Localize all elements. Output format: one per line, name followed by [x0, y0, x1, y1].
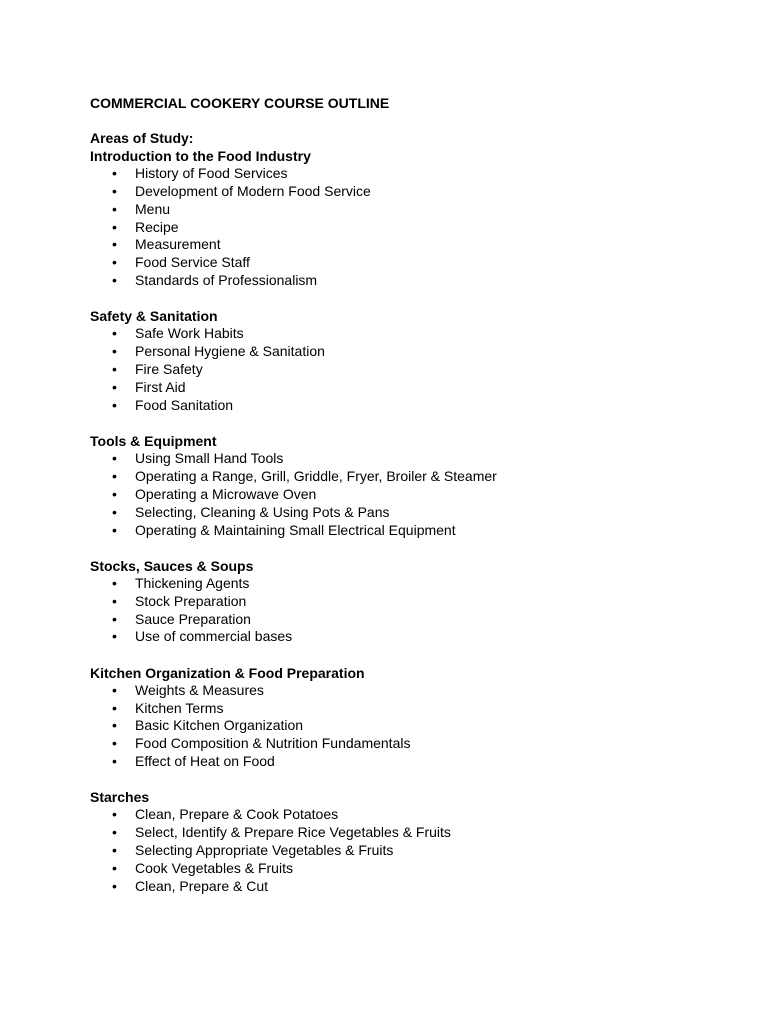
list-item-text: Weights & Measures — [135, 681, 264, 698]
bullet-icon: • — [112, 503, 117, 520]
bullet-icon: • — [112, 361, 117, 378]
bullet-icon: • — [112, 272, 117, 289]
list-item — [90, 522, 730, 540]
section-item-list — [90, 806, 730, 895]
list-item — [90, 806, 730, 824]
list-item-text: Using Small Hand Tools — [135, 450, 284, 467]
list-item — [90, 842, 730, 860]
bullet-icon: • — [112, 378, 117, 395]
list-item-text: Development of Modern Food Service — [135, 182, 371, 199]
list-item — [90, 611, 730, 629]
section-heading: Introduction to the Food Industry — [90, 148, 311, 164]
bullet-icon: • — [112, 325, 117, 342]
list-item-text: Fire Safety — [135, 361, 203, 378]
list-item-text: Clean, Prepare & Cut — [135, 877, 269, 894]
list-item-text: Safe Work Habits — [135, 325, 244, 342]
bullet-icon: • — [112, 699, 117, 716]
areas-of-study-heading: Areas of Study: — [90, 130, 194, 146]
list-item-text: Cook Vegetables & Fruits — [135, 859, 293, 876]
section-heading: Stocks, Sauces & Soups — [90, 557, 254, 574]
list-item — [90, 343, 730, 361]
bullet-icon: • — [112, 859, 117, 876]
list-item — [90, 700, 730, 718]
list-item — [90, 735, 730, 753]
list-item-text: Operating a Range, Grill, Griddle, Fryer, Broiler & Steamer — [135, 467, 497, 484]
bullet-icon: • — [112, 165, 117, 181]
bullet-icon: • — [112, 806, 117, 823]
list-item-text: Personal Hygiene & Sanitation — [135, 343, 325, 360]
bullet-icon: • — [112, 824, 117, 841]
list-item — [90, 717, 730, 735]
bullet-icon: • — [112, 343, 117, 360]
section-item-list — [90, 165, 730, 290]
list-item-text: Selecting, Cleaning & Using Pots & Pans — [135, 503, 390, 520]
bullet-icon: • — [112, 521, 117, 538]
bullet-icon: • — [112, 200, 117, 217]
list-item-text: Food Service Staff — [135, 254, 250, 271]
list-item-text: Menu — [135, 200, 171, 217]
list-item-text: Thickening Agents — [135, 574, 250, 591]
list-item — [90, 628, 730, 646]
list-item — [90, 219, 730, 237]
list-item-text: Operating & Maintaining Small Electrical Equipment — [135, 521, 456, 538]
bullet-icon: • — [112, 753, 117, 770]
sections-container — [90, 147, 730, 896]
list-item — [90, 682, 730, 700]
list-item-text: Use of commercial bases — [135, 628, 293, 645]
bullet-icon: • — [112, 574, 117, 591]
list-item-text: Kitchen Terms — [135, 699, 224, 716]
bullet-icon: • — [112, 592, 117, 609]
section — [90, 307, 730, 414]
bullet-icon: • — [112, 717, 117, 734]
list-item — [90, 325, 730, 343]
bullet-icon: • — [112, 450, 117, 467]
list-item — [90, 272, 730, 290]
section-item-list — [90, 450, 730, 539]
list-item-text: Measurement — [135, 236, 221, 253]
list-item-text: Food Sanitation — [135, 396, 234, 413]
list-item-text: Basic Kitchen Organization — [135, 717, 304, 734]
bullet-icon: • — [112, 628, 117, 645]
list-item — [90, 753, 730, 771]
section-heading: Safety & Sanitation — [90, 308, 218, 325]
list-item — [90, 450, 730, 468]
list-item — [90, 468, 730, 486]
section — [90, 557, 730, 646]
section-item-list — [90, 325, 730, 414]
list-item-text: Recipe — [135, 218, 179, 235]
list-item-text: Select, Identify & Prepare Rice Vegetables & Fruits — [135, 824, 451, 841]
list-item-text: Clean, Prepare & Cook Potatoes — [135, 806, 339, 823]
section — [90, 664, 730, 771]
section — [90, 147, 730, 290]
section — [90, 432, 730, 539]
bullet-icon: • — [112, 254, 117, 271]
list-item — [90, 183, 730, 201]
list-item-text: Sauce Preparation — [135, 610, 251, 627]
document-title: COMMERCIAL COOKERY COURSE OUTLINE — [90, 95, 390, 111]
list-item-text: Effect of Heat on Food — [135, 753, 275, 770]
list-item-text: History of Food Services — [135, 165, 288, 181]
list-item — [90, 361, 730, 379]
document-page — [90, 93, 730, 896]
bullet-icon: • — [112, 182, 117, 199]
list-item — [90, 236, 730, 254]
list-item-text: Standards of Professionalism — [135, 272, 318, 289]
section — [90, 788, 730, 895]
bullet-icon: • — [112, 610, 117, 627]
list-item-text: Operating a Microwave Oven — [135, 485, 317, 502]
list-item-text: First Aid — [135, 378, 186, 395]
list-item-text: Stock Preparation — [135, 592, 247, 609]
list-item — [90, 254, 730, 272]
list-item — [90, 824, 730, 842]
section-item-list — [90, 575, 730, 646]
list-item — [90, 379, 730, 397]
bullet-icon: • — [112, 218, 117, 235]
bullet-icon: • — [112, 467, 117, 484]
list-item — [90, 504, 730, 522]
list-item — [90, 575, 730, 593]
bullet-icon: • — [112, 877, 117, 894]
bullet-icon: • — [112, 236, 117, 253]
section-heading: Kitchen Organization & Food Preparation — [90, 664, 365, 681]
list-item — [90, 486, 730, 504]
bullet-icon: • — [112, 485, 117, 502]
bullet-icon: • — [112, 842, 117, 859]
list-item — [90, 201, 730, 219]
bullet-icon: • — [112, 735, 117, 752]
section-heading: Starches — [90, 789, 150, 806]
list-item — [90, 397, 730, 415]
list-item — [90, 878, 730, 896]
bullet-icon: • — [112, 681, 117, 698]
list-item — [90, 165, 730, 183]
section-item-list — [90, 682, 730, 771]
list-item — [90, 593, 730, 611]
bullet-icon: • — [112, 396, 117, 413]
section-heading: Tools & Equipment — [90, 433, 217, 450]
list-item-text: Food Composition & Nutrition Fundamentals — [135, 735, 411, 752]
list-item — [90, 860, 730, 878]
list-item-text: Selecting Appropriate Vegetables & Fruits — [135, 842, 394, 859]
